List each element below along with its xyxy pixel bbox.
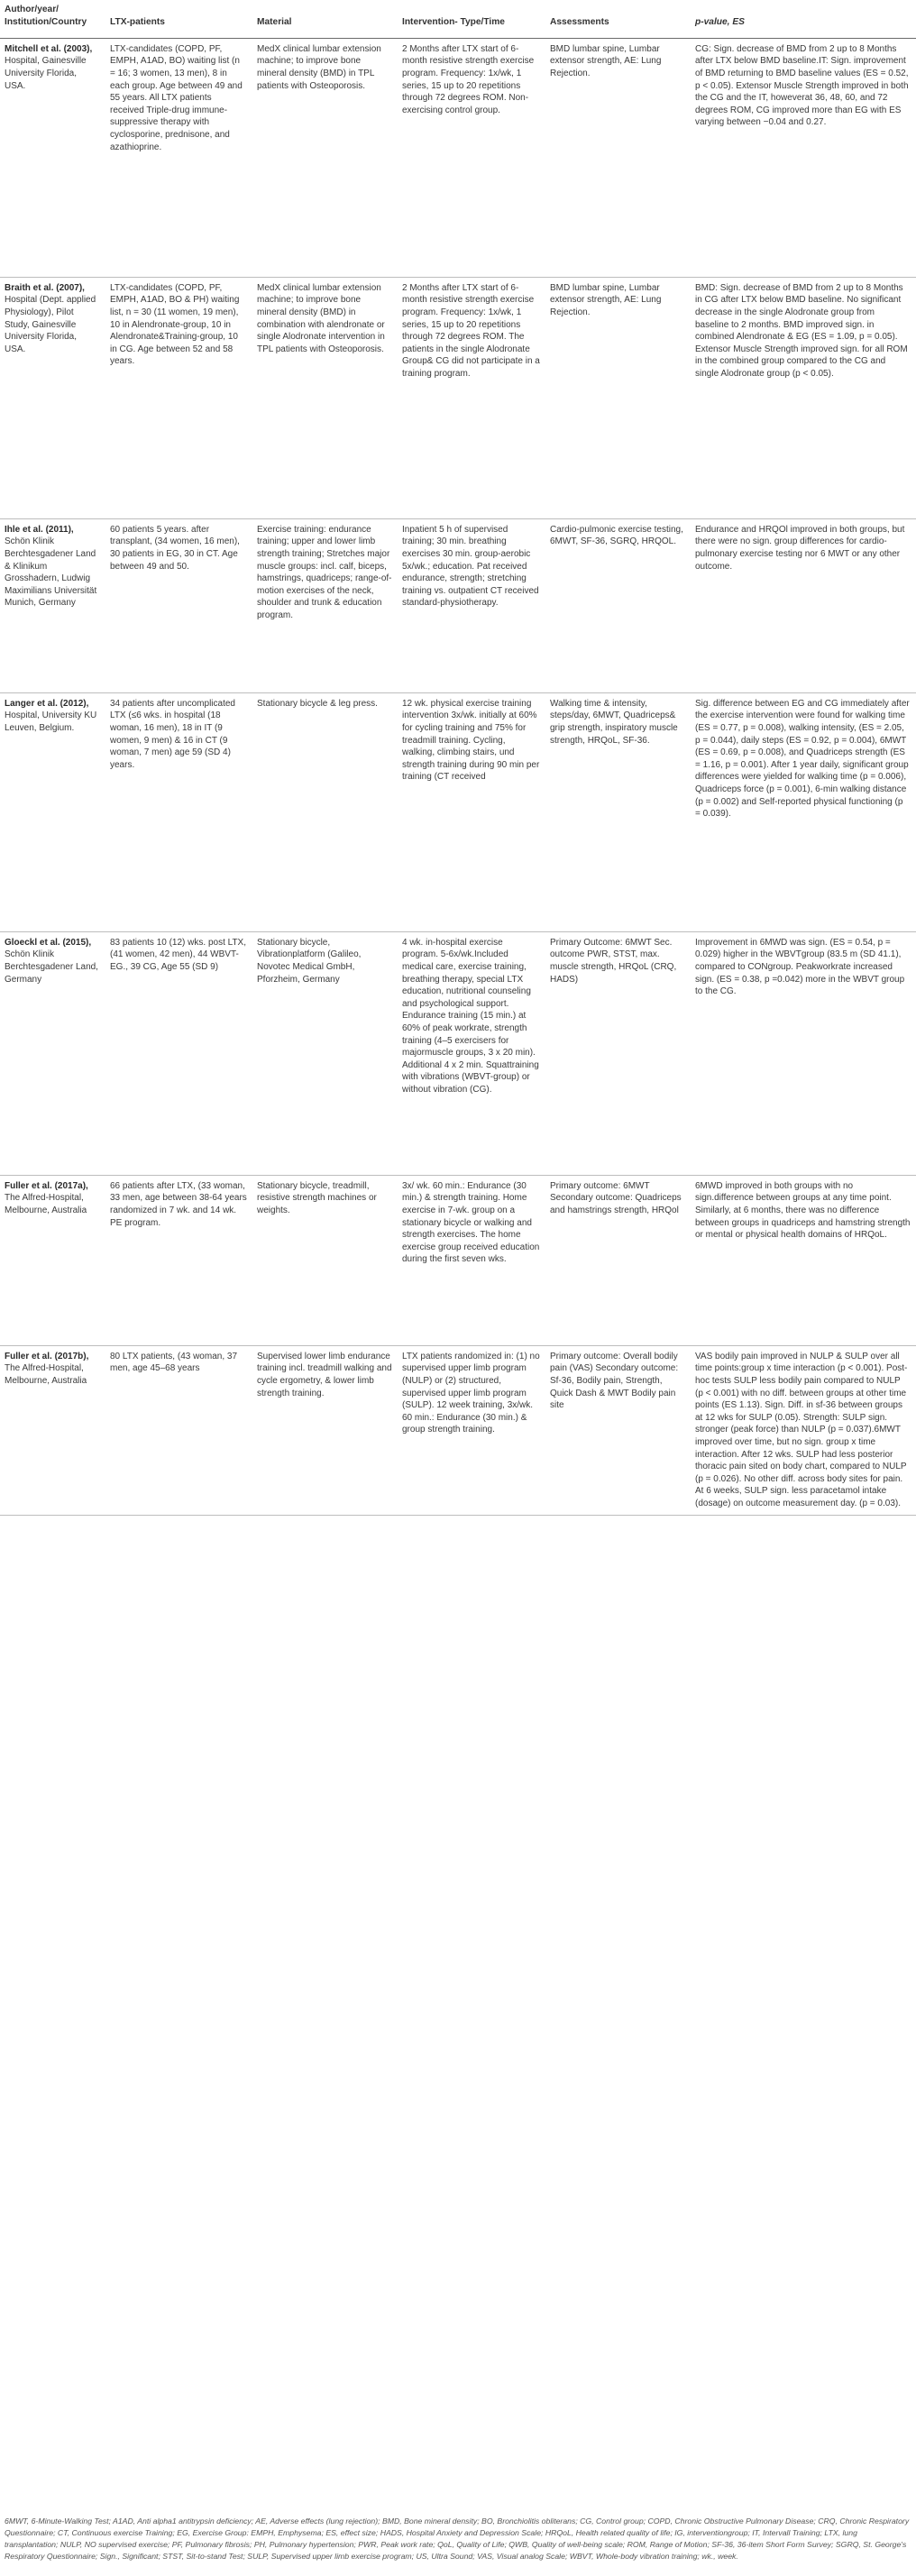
cell-author — [0, 38, 105, 277]
header-pvalue: p-value, ES — [691, 0, 916, 38]
cell-pvalue: Improvement in 6MWD was sign. (ES = 0.54, p = 0.029) higher in the WBVTgroup (83.5 m (SD 41.1), compared to CONgroup. Peakworkrate increased sign. (ES = 0.38, p =0.042) more in the WBVT group to the CG. — [691, 931, 916, 1175]
cell-pvalue: CG: Sign. decrease of BMD from 2 up to 8 Months after LTX below BMD baseline.IT: Sign. improvement of BMD returning to BMD baseline values (ES = 0.52, p < 0.05). Extensor Muscle Strength improved in both the CG and the IT, howeverat 36, 48, 60, and 72 degrees ROM, CG improved more than EG with ES varying between −0.04 and 0.27. — [691, 38, 916, 277]
author-institution: The Alfred-Hospital, Melbourne, Australia — [5, 1363, 87, 1386]
table-row — [0, 1345, 916, 1516]
table-footnote: 6MWT, 6-Minute-Walking Test; A1AD, Anti alpha1 antitrypsin deficiency; AE, Adverse effects (lung rejection); BMD, Bone mineral density; BO, Bronchiolitis obliterans; CG, Control group; COPD, Chronic Obstructive Pulmonary Disease; CRQ, Chronic Respiratory Questionnaire; CT, Continuous exercise Training; EG, Exercise Group: EMPH, Emphysema; ES, effect size; HADS, Hospital Anxiety and Depression Scale; HRQoL, Health related quality of life; IG, interventiongroup; IT, Intervall Training; LTX, lung transplantation; NULP, NO supervised exercise; PF, Pulmonary fibrosis; PH, Pulmonary hypertension; PWR, Peak work rate; QoL, Quality of Life; QWB, Quality of well-being scale; ROM, Range of Motion; SF-36, 36-item Short Form Survey; SGRQ, St. George's Respiratory Questionnaire; Sign., Significant; STST, Sit-to-stand Test; SULP, Supervised upper limb exercise program; US, Ultra Sound; VAS, Visual analog Scale; WBVT, Whole-body vibration training; wk., week. — [5, 2516, 910, 2561]
cell-intervention: LTX patients randomized in: (1) no supervised upper limb program (NULP) or (2) structured, supervised upper limb program (SULP). 12 week training, 3x/wk. 60 min.: Endurance (30 min.) & group strength training. — [398, 1345, 545, 1516]
cell-material: Supervised lower limb endurance training incl. treadmill walking and cycle ergometry, & lower limb strength training. — [252, 1345, 398, 1516]
cell-assessments: Cardio-pulmonic exercise testing, 6MWT, SF-36, SGRQ, HRQOL. — [545, 518, 691, 692]
cell-patients: LTX-candidates (COPD, PF, EMPH, A1AD, BO & PH) waiting list, n = 30 (11 women, 19 men), 10 in Alendronate-group, 10 in Alendronate&Training-group, 10 in CG. Age between 52 and 58 years. — [105, 277, 252, 518]
table-row — [0, 277, 916, 518]
cell-pvalue: Endurance and HRQOl improved in both groups, but there were no sign. group differences for cardio-pulmonary exercise testing nor 6 MWT or any other outcome. — [691, 518, 916, 692]
cell-assessments: Primary outcome: Overall bodily pain (VAS) Secondary outcome: Sf-36, Bodily pain, Strength, Quick Dash & MWT Bodily pain site — [545, 1345, 691, 1516]
header-material: Material — [252, 0, 398, 38]
author-institution: Hospital, Gainesville University Florida, USA. — [5, 56, 87, 91]
cell-assessments: Primary Outcome: 6MWT Sec. outcome PWR, STST, max. muscle strength, HRQoL (CRQ, HADS) — [545, 931, 691, 1175]
author-name: Langer et al. (2012), — [5, 698, 89, 709]
cell-intervention: Inpatient 5 h of supervised training; 30 min. breathing exercises 30 min. group-aerobic 5x/wk.; education. Pat received endurance, strength; stretching training vs. outpatient CT received standard-physiotherapy. — [398, 518, 545, 692]
cell-material: Stationary bicycle, Vibrationplatform (Galileo, Novotec Medical GmbH, Pforzheim, Germany — [252, 931, 398, 1175]
author-name: Fuller et al. (2017b), — [5, 1351, 89, 1361]
author-institution: The Alfred-Hospital, Melbourne, Australia — [5, 1193, 87, 1215]
cell-intervention: 2 Months after LTX start of 6-month resistive strength exercise program. Frequency: 1x/wk, 1 series, 15 up to 20 repetitions through 72 degrees ROM. Non-exercising control group. — [398, 38, 545, 277]
table-header-row — [0, 0, 916, 38]
cell-material: Exercise training: endurance training; upper and lower limb strength training; Stretches major muscle groups: incl. calf, biceps, hamstrings, quadriceps; range-of-motion exercises of the neck, shoulder and trunk & education program. — [252, 518, 398, 692]
cell-pvalue: VAS bodily pain improved in NULP & SULP over all time points:group x time interaction (p < 0.001). Post-hoc tests SULP less bodily pain compared to NULP (p < 0.001) with no diff. between groups at other time points (ES 1.13). Sign. Diff. in sf-36 between groups at 12 wks for SULP (0.05). Strength: SULP sign. stronger (peak force) than NULP (p = 0.037).6MWT improved over time, but no sign. group x time interaction. After 12 wks. SULP had less posterior thoracic pain sited on body chart, compared to NULP (p = 0.026). No other diff. across body sites for pain. At 6 weeks, SULP sign. less paracetamol intake (dosage) on outcome measurement day. (p = 0.03). — [691, 1345, 916, 1516]
cell-patients: 66 patients after LTX, (33 woman, 33 men, age between 38-64 years randomized in 7 wk. and 14 wk. PE program. — [105, 1175, 252, 1345]
cell-author — [0, 277, 105, 518]
cell-assessments: BMD lumbar spine, Lumbar extensor strength, AE: Lung Rejection. — [545, 38, 691, 277]
author-name: Braith et al. (2007), — [5, 282, 85, 293]
cell-material: MedX clinical lumbar extension machine; to improve bone mineral density (BMD) in combination with alendronate or single Alodronate intervention in TPL patients with Osteoporosis. — [252, 277, 398, 518]
author-name: Ihle et al. (2011), — [5, 524, 74, 535]
cell-author — [0, 1175, 105, 1345]
table-row — [0, 931, 916, 1175]
cell-patients: 34 patients after uncomplicated LTX (≤6 wks. in hospital (18 woman, 16 men), 18 in IT (9 women, 9 men) & 16 in CT (9 woman, 7 men) age 59 (SD 4) years. — [105, 692, 252, 931]
author-institution: Hospital, University KU Leuven, Belgium. — [5, 710, 97, 733]
cell-author — [0, 931, 105, 1175]
cell-intervention: 12 wk. physical exercise training intervention 3x/wk. initially at 60% for cycling training and 75% for treadmill training. Cycling, walking, climbing stairs, und strength training during 90 min per training (CT received — [398, 692, 545, 931]
cell-author — [0, 518, 105, 692]
cell-author — [0, 1345, 105, 1516]
header-patients: LTX-patients — [105, 0, 252, 38]
cell-patients: 60 patients 5 years. after transplant, (34 women, 16 men), 30 patients in EG, 30 in CT. Age between 49 and 50. — [105, 518, 252, 692]
cell-patients: 80 LTX patients, (43 woman, 37 men, age 45–68 years — [105, 1345, 252, 1516]
cell-material: MedX clinical lumbar extension machine; to improve bone mineral density (BMD) in TPL patients with Osteoporosis. — [252, 38, 398, 277]
table-row — [0, 518, 916, 692]
author-name: Fuller et al. (2017a), — [5, 1180, 88, 1191]
cell-patients: 83 patients 10 (12) wks. post LTX, (41 women, 42 men), 44 WBVT-EG., 39 CG, Age 55 (SD 9) — [105, 931, 252, 1175]
cell-intervention: 4 wk. in-hospital exercise program. 5-6x/wk.Included medical care, exercise training, breathing therapy, special LTX education, nutritional counseling and psychological support. Endurance training (15 min.) at 60% of peak workrate, strength training (4–5 exercisers for majormuscle groups, 3 x 20 min). Additional 4 x 2 min. Squattraining with vibrations (WBVT-group) or without vibration (CG). — [398, 931, 545, 1175]
cell-material: Stationary bicycle & leg press. — [252, 692, 398, 931]
cell-intervention: 2 Months after LTX start of 6-month resistive strength exercise program. Frequency: 1x/wk, 1 series, 15 up to 20 repetitions through 72 degrees ROM. The patients in the single Alodronate Group& CG did not participate in a training program. — [398, 277, 545, 518]
cell-patients: LTX-candidates (COPD, PF, EMPH, A1AD, BO) waiting list (n = 16; 3 women, 13 men), 8 in each group. Age between 49 and 55 years. All LTX patients received Triple-drug immune-suppressive therapy with cyclosporine, prednisone, and azathioprine. — [105, 38, 252, 277]
header-assessments: Assessments — [545, 0, 691, 38]
author-name: Gloeckl et al. (2015), — [5, 937, 92, 948]
table-row — [0, 692, 916, 931]
header-author: Author/year/ Institution/Country — [0, 0, 105, 38]
cell-assessments: Primary outcome: 6MWT Secondary outcome: Quadriceps and hamstrings strength, HRQol — [545, 1175, 691, 1345]
author-institution: Schön Klinik Berchtesgadener Land & Klinikum Grosshadern, Ludwig Maximilians Universität Munich, Germany — [5, 536, 97, 609]
cell-material: Stationary bicycle, treadmill, resistive strength machines or weights. — [252, 1175, 398, 1345]
cell-author — [0, 692, 105, 931]
cell-assessments: Walking time & intensity, steps/day, 6MWT, Quadriceps& grip strength, inspiratory muscle strength, HRQoL, SF-36. — [545, 692, 691, 931]
cell-pvalue: 6MWD improved in both groups with no sign.difference between groups at any time point. Similarly, at 6 months, there was no difference between groups in quadriceps and hamstring strength or mental or physical health domains of HRQoL. — [691, 1175, 916, 1345]
table-row — [0, 38, 916, 277]
author-institution: Hospital (Dept. applied Physiology), Pilot Study, Gainesville University Florida, USA. — [5, 295, 96, 354]
cell-pvalue: Sig. difference between EG and CG immediately after the exercise intervention were found for walking time (ES = 0.77, p = 0.008), walking intensity, (ES = 2.05, p = 0.044), daily steps (ES = 0.92, p = 0.004), 6MWT (ES = 0.69, p = 0.008), and Quadriceps strength (ES = 1.16, p = 0.001). After 1 year daily, significant group differences were yielded for walking time (p = 0.006), Quadriceps force (p = 0.001), 6-min walking distance (p = 0.002) and Self-reported physical functioning (p = 0.039). — [691, 692, 916, 931]
cell-assessments: BMD lumbar spine, Lumbar extensor strength, AE: Lung Rejection. — [545, 277, 691, 518]
author-institution: Schön Klinik Berchtesgadener Land, Germany — [5, 949, 98, 985]
table-row — [0, 1175, 916, 1345]
header-intervention: Intervention- Type/Time — [398, 0, 545, 38]
cell-intervention: 3x/ wk. 60 min.: Endurance (30 min.) & strength training. Home exercise in 7-wk. group on a stationary bicycle or walking and strength exercises. The home exercise group received education during the first seven wks. — [398, 1175, 545, 1345]
cell-pvalue: BMD: Sign. decrease of BMD from 2 up to 8 Months in CG after LTX below BMD baseline. No significant decrease in the single Alodronate group from baseline to 2 months. BMD improved sign. in combined Alendronate & EG (ES = 1.09, p = 0.05). Extensor Muscle Strength improved sign. for all ROM in the combined group compared to the CG and single Alodronate group (p < 0.05). — [691, 277, 916, 518]
author-name: Mitchell et al. (2003), — [5, 43, 93, 54]
